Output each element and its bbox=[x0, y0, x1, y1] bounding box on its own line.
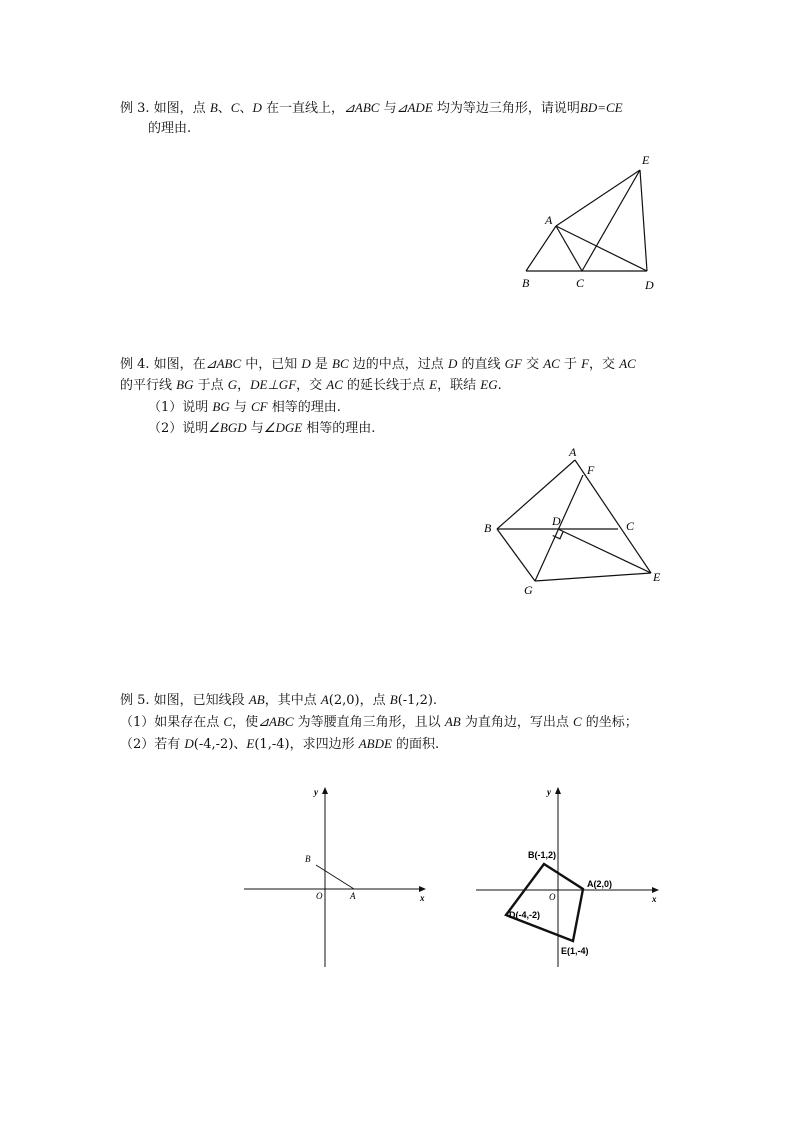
var: AC bbox=[326, 377, 343, 392]
ex5-figure1 bbox=[244, 788, 425, 967]
var: AC bbox=[543, 356, 560, 371]
var: C bbox=[230, 100, 240, 115]
text: 的平行线 bbox=[120, 378, 177, 393]
text: （1）说明 bbox=[148, 400, 213, 415]
var: BG bbox=[212, 399, 230, 414]
text: ，联结 bbox=[437, 378, 481, 393]
fig1-label-O: O bbox=[316, 891, 323, 901]
text: 相等的理由. bbox=[267, 400, 341, 415]
fig1-label-x: x bbox=[420, 893, 425, 903]
text: ，使 bbox=[232, 715, 259, 730]
segment-GE bbox=[535, 573, 651, 581]
var: D bbox=[301, 356, 311, 371]
var: F bbox=[581, 356, 590, 371]
text: (-4,-2)、 bbox=[193, 737, 247, 752]
ex3-label-A: A bbox=[545, 213, 553, 227]
segment-AB bbox=[316, 865, 354, 889]
equation: BD=CE bbox=[579, 100, 623, 115]
text: 例 3. 如图，点 bbox=[120, 101, 210, 116]
ex4-label-B: B bbox=[484, 521, 492, 535]
var: G bbox=[227, 377, 238, 392]
var: CF bbox=[251, 399, 268, 414]
text: 交 bbox=[521, 357, 544, 372]
fig2-label-y: y bbox=[547, 787, 551, 797]
ex4-label-C: C bbox=[626, 519, 635, 533]
var: AB bbox=[248, 692, 265, 707]
var: E bbox=[246, 736, 255, 751]
text: 为直角边，写出点 bbox=[460, 715, 573, 730]
segment-AE bbox=[556, 170, 640, 226]
ex4-label-F: F bbox=[587, 463, 595, 477]
var: B bbox=[209, 100, 218, 115]
text: 与 bbox=[379, 101, 397, 116]
text: 于 bbox=[559, 357, 582, 372]
var: GF bbox=[504, 356, 522, 371]
text: (-1,2). bbox=[397, 693, 438, 708]
text: 相等的理由. bbox=[302, 421, 376, 436]
text: 、 bbox=[217, 101, 231, 116]
text: 的直线 bbox=[457, 357, 505, 372]
angle: ∠BGD bbox=[208, 420, 247, 435]
fig1-label-B: B bbox=[305, 854, 311, 864]
segment-BG bbox=[497, 529, 535, 581]
fig1-label-y: y bbox=[314, 787, 318, 797]
ex3-line2: 的理由. bbox=[148, 121, 192, 136]
text: （2）说明 bbox=[148, 421, 209, 436]
text: 为等腰直角三角形，且以 bbox=[293, 715, 445, 730]
ex4-label-E: E bbox=[653, 570, 661, 584]
var: EG bbox=[480, 377, 498, 392]
text: 均为等边三角形，请说明 bbox=[432, 101, 580, 116]
var: B bbox=[389, 692, 398, 707]
ex3-label-B: B bbox=[522, 276, 530, 290]
segment-BA bbox=[526, 226, 556, 271]
fig2-label-B: B(-1,2) bbox=[528, 850, 557, 860]
var: C bbox=[572, 714, 582, 729]
text: 与 bbox=[246, 421, 264, 436]
var: ABDE bbox=[358, 736, 392, 751]
text: 、 bbox=[239, 101, 253, 116]
segment-ED bbox=[640, 170, 647, 271]
ex4-label-A: A bbox=[569, 445, 577, 459]
ex4-label-D: D bbox=[552, 514, 561, 528]
var: C bbox=[223, 714, 233, 729]
text: 的延长线于点 bbox=[342, 378, 430, 393]
var: D bbox=[447, 356, 458, 371]
ex4-label-G: G bbox=[524, 583, 533, 597]
angle: ∠DGE bbox=[263, 420, 303, 435]
var: D bbox=[184, 736, 194, 751]
fig2-label-A: A(2,0) bbox=[587, 879, 613, 889]
text: 于点 bbox=[193, 378, 228, 393]
text: 与 bbox=[229, 400, 252, 415]
text: 的坐标； bbox=[581, 715, 638, 730]
text: （1）如果存在点 bbox=[120, 715, 224, 730]
segment-DE bbox=[558, 529, 651, 573]
var: AC bbox=[619, 356, 636, 371]
text: ，交 bbox=[296, 378, 327, 393]
triangle: ⊿ADE bbox=[396, 100, 433, 115]
quadrilateral-ABED bbox=[506, 864, 583, 941]
text: 例 5. 如图，已知线段 bbox=[120, 693, 249, 708]
fig2-label-E: E(1,-4) bbox=[561, 946, 589, 956]
var: A bbox=[320, 692, 329, 707]
fig2-label-O: O bbox=[549, 892, 556, 902]
var: AB bbox=[444, 714, 461, 729]
text: 例 4. 如图，在 bbox=[120, 357, 206, 372]
text: ，其中点 bbox=[264, 693, 321, 708]
text: （2）若有 bbox=[120, 737, 185, 752]
triangle: ⊿ABC bbox=[258, 714, 294, 729]
text: 边的中点，过点 bbox=[348, 357, 448, 372]
text: . bbox=[497, 378, 502, 393]
segment-CE bbox=[582, 170, 640, 271]
ex5-figure2 bbox=[476, 788, 658, 967]
text: (2,0)，点 bbox=[328, 693, 390, 708]
text: ，交 bbox=[589, 357, 620, 372]
ex3-label-C: C bbox=[576, 276, 585, 290]
text: 是 bbox=[310, 357, 333, 372]
fig2-label-x: x bbox=[652, 894, 657, 904]
perp: DE⊥GF bbox=[250, 377, 297, 392]
fig1-label-A: A bbox=[350, 891, 356, 901]
text: (1,-4)，求四边形 bbox=[254, 737, 359, 752]
var: D bbox=[252, 100, 262, 115]
var: BG bbox=[176, 377, 194, 392]
ex3-label-E: E bbox=[642, 153, 650, 167]
text: 的面积. bbox=[391, 737, 440, 752]
segment-GF bbox=[535, 475, 583, 581]
text: 中，已知 bbox=[241, 357, 302, 372]
triangle: ⊿ABC bbox=[344, 100, 380, 115]
text: 在一直线上， bbox=[261, 101, 344, 116]
ex3-label-D: D bbox=[645, 278, 654, 292]
fig2-label-D: D(-4,-2) bbox=[509, 910, 540, 920]
text: ， bbox=[237, 378, 251, 393]
var: BC bbox=[332, 356, 349, 371]
var: E bbox=[429, 377, 438, 392]
triangle: ⊿ABC bbox=[205, 356, 242, 371]
